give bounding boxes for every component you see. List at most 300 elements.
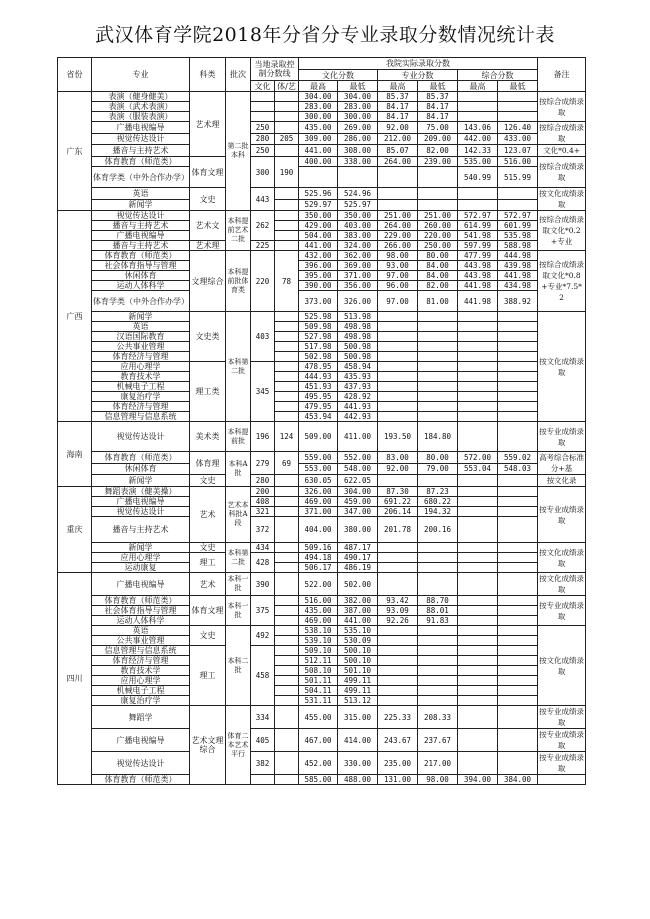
cell-culture-line: 434 xyxy=(251,543,275,553)
cell-category: 理工类 xyxy=(190,362,226,422)
cell-composite-low xyxy=(498,606,538,616)
cell-composite-low xyxy=(498,596,538,606)
cell-culture-low: 490.17 xyxy=(338,553,378,563)
header-lowest: 最低 xyxy=(418,81,458,92)
cell-culture-low: 403.00 xyxy=(338,221,378,231)
cell-major-high: 235.00 xyxy=(378,752,418,775)
cell-sports-art-line xyxy=(275,636,299,646)
cell-composite-low xyxy=(498,666,538,676)
header-highest: 最高 xyxy=(378,81,418,92)
cell-major-low xyxy=(418,475,458,487)
cell-composite-low xyxy=(498,656,538,666)
cell-composite-high xyxy=(458,543,498,553)
cell-major-high xyxy=(378,199,418,211)
cell-major-low: 217.00 xyxy=(418,752,458,775)
cell-composite-low xyxy=(498,312,538,322)
cell-sports-art-line xyxy=(275,475,299,487)
cell-major: 公共事业管理 xyxy=(92,342,190,352)
cell-sports-art-line xyxy=(275,211,299,221)
cell-major-low: 194.32 xyxy=(418,507,458,517)
table-row xyxy=(58,167,586,188)
cell-major-high xyxy=(378,573,418,596)
cell-note: 按综合成绩录取文化*0.8+专业*7.5*2 xyxy=(538,251,586,312)
cell-major: 视觉传达设计 xyxy=(92,422,190,452)
cell-category: 体育文理 xyxy=(190,157,226,188)
table-row xyxy=(58,676,586,686)
table-row xyxy=(58,775,586,785)
table-row xyxy=(58,412,586,422)
cell-composite-high: 614.99 xyxy=(458,221,498,231)
cell-composite-low xyxy=(498,563,538,573)
cell-composite-high xyxy=(458,606,498,616)
table-row xyxy=(58,122,586,134)
cell-composite-low: 444.98 xyxy=(498,251,538,261)
cell-major-low: 75.00 xyxy=(418,122,458,134)
cell-major-high xyxy=(378,372,418,382)
cell-culture-high: 501.11 xyxy=(299,676,338,686)
table-row xyxy=(58,92,586,102)
cell-major: 运动人体科学 xyxy=(92,616,190,626)
cell-sports-art-line xyxy=(275,362,299,372)
table-row xyxy=(58,271,586,281)
cell-composite-low xyxy=(498,352,538,362)
cell-culture-low: 330.00 xyxy=(338,752,378,775)
cell-culture-line: 280 xyxy=(251,475,275,487)
cell-composite-low xyxy=(498,676,538,686)
cell-sports-art-line xyxy=(275,666,299,676)
cell-major: 广播电视编导 xyxy=(92,122,190,134)
cell-category: 艺术理 xyxy=(190,241,226,251)
cell-composite-high xyxy=(458,563,498,573)
cell-major: 新闻学 xyxy=(92,543,190,553)
cell-major: 体育教育（师范类） xyxy=(92,251,190,261)
cell-culture-low: 356.00 xyxy=(338,281,378,291)
cell-major-high: 264.00 xyxy=(378,157,418,167)
cell-composite-high xyxy=(458,342,498,352)
cell-sports-art-line xyxy=(275,487,299,497)
table-row xyxy=(58,497,586,507)
cell-major-high: 83.00 xyxy=(378,452,418,464)
table-row xyxy=(58,251,586,261)
cell-culture-high: 444.93 xyxy=(299,372,338,382)
header-province: 省份 xyxy=(58,58,92,92)
cell-major-low: 88.01 xyxy=(418,606,458,616)
cell-major: 视觉传达设计 xyxy=(92,211,190,221)
cell-sports-art-line xyxy=(275,606,299,616)
table-row xyxy=(58,475,586,487)
table-row xyxy=(58,342,586,352)
cell-batch: 本科提前艺术二批 xyxy=(226,211,251,251)
cell-major-high: 97.00 xyxy=(378,291,418,312)
table-row xyxy=(58,382,586,392)
cell-culture-high: 529.97 xyxy=(299,199,338,211)
header-highest: 最高 xyxy=(299,81,338,92)
table-row xyxy=(58,422,586,452)
cell-composite-high xyxy=(458,112,498,122)
cell-major: 广播电视编导 xyxy=(92,231,190,241)
cell-major-low xyxy=(418,696,458,706)
table-row xyxy=(58,332,586,342)
cell-major-high: 193.50 xyxy=(378,422,418,452)
cell-composite-low xyxy=(498,543,538,553)
cell-note: 按综合成绩录取 xyxy=(538,92,586,122)
cell-culture-high: 371.00 xyxy=(299,507,338,517)
table-row xyxy=(58,487,586,497)
cell-culture-high: 429.00 xyxy=(299,221,338,231)
table-row xyxy=(58,402,586,412)
cell-culture-line: 334 xyxy=(251,706,275,729)
cell-composite-low xyxy=(498,188,538,200)
cell-note: 高考综合标准分+基 xyxy=(539,453,585,473)
table-row xyxy=(58,372,586,382)
cell-composite-high xyxy=(458,199,498,211)
cell-major: 教育技术学 xyxy=(92,666,190,676)
cell-composite-high: 143.06 xyxy=(458,122,498,134)
cell-culture-high: 479.95 xyxy=(299,402,338,412)
cell-major-high: 96.00 xyxy=(378,281,418,291)
cell-culture-high: 506.17 xyxy=(299,563,338,573)
cell-culture-high: 452.00 xyxy=(299,752,338,775)
cell-major: 机械电子工程 xyxy=(92,686,190,696)
cell-culture-high: 395.00 xyxy=(299,271,338,281)
cell-composite-high xyxy=(458,322,498,332)
cell-category: 文史 xyxy=(190,543,226,553)
cell-category: 文理综合 xyxy=(190,251,226,312)
cell-category: 艺术 xyxy=(190,487,226,543)
cell-composite-low xyxy=(498,92,538,102)
cell-major-high xyxy=(378,402,418,412)
cell-culture-high: 435.00 xyxy=(299,122,338,134)
cell-note: 按文化成绩录取 xyxy=(539,189,585,209)
cell-major-high: 201.78 xyxy=(378,517,418,543)
cell-category: 文史类 xyxy=(190,312,226,362)
cell-major: 体育经济与管理 xyxy=(92,402,190,412)
cell-major-low: 81.00 xyxy=(418,291,458,312)
cell-major: 信息管理与信息系统 xyxy=(92,412,190,422)
cell-culture-high: 451.93 xyxy=(299,382,338,392)
cell-composite-high xyxy=(458,402,498,412)
cell-province: 海南 xyxy=(58,422,92,487)
cell-major-high: 264.00 xyxy=(378,221,418,231)
cell-composite-high xyxy=(458,392,498,402)
cell-composite-high: 443.98 xyxy=(458,261,498,271)
cell-sports-art-line xyxy=(275,342,299,352)
cell-major-high: 93.42 xyxy=(378,596,418,606)
cell-note: 按综合成绩录取 xyxy=(538,157,586,188)
table-row xyxy=(58,656,586,666)
cell-sports-art-line xyxy=(275,752,299,775)
cell-culture-low: 525.97 xyxy=(338,199,378,211)
cell-culture-low: 382.00 xyxy=(338,596,378,606)
cell-culture-line xyxy=(251,102,275,112)
table-row xyxy=(58,291,586,312)
table-row xyxy=(58,706,586,729)
cell-culture-low: 458.94 xyxy=(338,362,378,372)
cell-composite-high xyxy=(458,646,498,656)
cell-major-low xyxy=(418,382,458,392)
cell-major-high xyxy=(378,636,418,646)
table-row xyxy=(58,636,586,646)
cell-sports-art-line xyxy=(275,412,299,422)
cell-culture-high: 441.00 xyxy=(299,145,338,157)
cell-sports-art-line xyxy=(275,199,299,211)
cell-composite-low xyxy=(498,422,538,452)
cell-sports-art-line xyxy=(275,775,299,785)
cell-major-low: 220.00 xyxy=(418,231,458,241)
cell-note: 按专业成绩录取 xyxy=(539,753,585,773)
cell-culture-low: 513.98 xyxy=(338,312,378,322)
cell-major-low: 84.00 xyxy=(418,261,458,271)
cell-major-low xyxy=(418,167,458,188)
cell-major: 表演（服装表演） xyxy=(92,112,190,122)
cell-major: 运动人体科学 xyxy=(92,281,190,291)
cell-major-high xyxy=(378,696,418,706)
cell-sports-art-line xyxy=(275,729,299,752)
cell-major-high: 85.37 xyxy=(378,92,418,102)
cell-major-high: 229.00 xyxy=(378,231,418,241)
cell-sports-art-line xyxy=(275,676,299,686)
cell-sports-art-line xyxy=(275,322,299,332)
cell-culture-low: 362.00 xyxy=(338,251,378,261)
cell-note: 按文化录 xyxy=(538,475,586,487)
cell-major: 新闻学 xyxy=(92,312,190,322)
cell-major-low xyxy=(418,392,458,402)
cell-sports-art-line xyxy=(275,241,299,251)
cell-note: 文化*0.4+ xyxy=(538,145,586,157)
table-row xyxy=(58,211,586,221)
table-row xyxy=(58,696,586,706)
cell-culture-line: 428 xyxy=(251,553,275,573)
cell-composite-low: 434.98 xyxy=(498,281,538,291)
cell-culture-low: 324.00 xyxy=(338,241,378,251)
cell-major-high xyxy=(378,382,418,392)
cell-major-high: 691.22 xyxy=(378,497,418,507)
cell-category: 美术类 xyxy=(190,422,226,452)
cell-major: 体育经济与管理 xyxy=(92,352,190,362)
cell-note: 按文化成绩录取 xyxy=(538,312,586,422)
cell-composite-high xyxy=(458,412,498,422)
cell-composite-low xyxy=(498,696,538,706)
cell-composite-high xyxy=(458,676,498,686)
cell-culture-low: 283.00 xyxy=(338,102,378,112)
cell-sports-art-line xyxy=(275,145,299,157)
cell-culture-high: 300.00 xyxy=(299,112,338,122)
cell-culture-low: 304.00 xyxy=(338,487,378,497)
table-row xyxy=(58,241,586,251)
cell-composite-low: 433.00 xyxy=(498,133,538,145)
cell-culture-low: 500.98 xyxy=(338,352,378,362)
table-row xyxy=(58,626,586,636)
table-row xyxy=(58,752,586,775)
cell-major-low: 87.23 xyxy=(418,487,458,497)
cell-major-low xyxy=(418,188,458,200)
cell-major-high xyxy=(378,666,418,676)
cell-culture-high: 516.00 xyxy=(299,596,338,606)
cell-major-low xyxy=(418,636,458,646)
cell-major: 广播电视编导 xyxy=(92,573,190,596)
cell-batch: 本科一批 xyxy=(226,573,251,596)
cell-major-high: 93.09 xyxy=(378,606,418,616)
cell-major-high xyxy=(378,167,418,188)
cell-sports-art-line: 69 xyxy=(275,452,299,475)
table-row xyxy=(58,261,586,271)
header-category: 科类 xyxy=(190,58,226,92)
cell-culture-high: 508.10 xyxy=(299,666,338,676)
cell-composite-low xyxy=(498,616,538,626)
cell-major: 广播电视编导 xyxy=(92,497,190,507)
cell-major: 公共事业管理 xyxy=(92,636,190,646)
cell-composite-low xyxy=(498,322,538,332)
cell-culture-low: 498.98 xyxy=(338,322,378,332)
cell-composite-low xyxy=(498,517,538,543)
cell-sports-art-line: 190 xyxy=(275,157,299,188)
cell-composite-high xyxy=(458,382,498,392)
cell-major-low: 680.22 xyxy=(418,497,458,507)
cell-category: 艺术 xyxy=(190,573,226,596)
cell-major: 体育教育（师范类） xyxy=(92,157,190,167)
admission-score-table xyxy=(57,57,586,785)
table-row xyxy=(58,362,586,372)
cell-culture-low: 338.00 xyxy=(338,157,378,167)
cell-major: 运动康复 xyxy=(92,563,190,573)
cell-composite-high xyxy=(458,362,498,372)
cell-culture-low: 326.00 xyxy=(338,291,378,312)
cell-composite-high: 553.04 xyxy=(458,463,498,475)
cell-culture-high: 478.95 xyxy=(299,362,338,372)
cell-major-high: 84.17 xyxy=(378,102,418,112)
cell-major-low: 82.00 xyxy=(418,281,458,291)
cell-culture-low: 437.93 xyxy=(338,382,378,392)
cell-sports-art-line xyxy=(275,231,299,241)
cell-major-low: 79.00 xyxy=(418,463,458,475)
cell-composite-low xyxy=(498,102,538,112)
table-row xyxy=(58,112,586,122)
cell-culture-high: 531.11 xyxy=(299,696,338,706)
cell-composite-low xyxy=(498,412,538,422)
header-lowest: 最低 xyxy=(338,81,378,92)
cell-major-high xyxy=(378,543,418,553)
header-major: 专业 xyxy=(92,58,190,92)
cell-culture-line: 443 xyxy=(251,188,275,211)
cell-major-low xyxy=(418,412,458,422)
cell-batch: 本科提前批 xyxy=(226,422,251,452)
cell-composite-high: 572.00 xyxy=(458,452,498,464)
cell-major-high xyxy=(378,352,418,362)
cell-category: 文史 xyxy=(190,475,226,487)
cell-culture-low: 488.00 xyxy=(338,775,378,785)
table-row xyxy=(58,666,586,676)
table-row xyxy=(58,157,586,167)
cell-sports-art-line xyxy=(275,517,299,543)
cell-composite-high: 441.98 xyxy=(458,281,498,291)
cell-major-high xyxy=(378,656,418,666)
cell-culture-high: 373.00 xyxy=(299,291,338,312)
cell-composite-high: 597.99 xyxy=(458,241,498,251)
cell-sports-art-line xyxy=(275,543,299,553)
cell-category: 理工 xyxy=(190,553,226,573)
cell-culture-high: 304.00 xyxy=(299,92,338,102)
cell-major-high: 131.00 xyxy=(378,775,418,785)
table-row xyxy=(58,221,586,231)
table-row xyxy=(58,616,586,626)
cell-culture-low: 435.93 xyxy=(338,372,378,382)
cell-culture-line: 321 xyxy=(251,507,275,517)
cell-composite-low: 388.92 xyxy=(498,291,538,312)
cell-major: 表演（武术表演） xyxy=(92,102,190,112)
cell-major: 体育教育（师范类） xyxy=(92,775,190,785)
cell-culture-high: 509.00 xyxy=(299,422,338,452)
cell-composite-high xyxy=(458,475,498,487)
cell-major: 新闻学 xyxy=(92,475,190,487)
cell-composite-low xyxy=(498,199,538,211)
cell-sports-art-line xyxy=(275,392,299,402)
cell-culture-low: 535.10 xyxy=(338,626,378,636)
cell-major: 社会体育指导与管理 xyxy=(92,606,190,616)
cell-major: 休闲体育 xyxy=(92,463,190,475)
cell-note: 按专业成绩录取 xyxy=(538,422,586,452)
cell-major-high: 266.00 xyxy=(378,241,418,251)
cell-composite-low: 384.00 xyxy=(498,775,538,785)
cell-composite-high xyxy=(458,752,498,775)
cell-batch: 本科A批 xyxy=(226,452,251,487)
cell-major-high: 92.00 xyxy=(378,463,418,475)
cell-culture-high: 504.11 xyxy=(299,686,338,696)
cell-culture-low: 315.00 xyxy=(338,706,378,729)
cell-culture-high: 350.00 xyxy=(299,211,338,221)
header-note: 备注 xyxy=(538,58,586,92)
cell-composite-low xyxy=(498,573,538,596)
cell-composite-low xyxy=(498,686,538,696)
cell-major-low: 80.00 xyxy=(418,251,458,261)
cell-composite-low xyxy=(498,372,538,382)
cell-composite-low xyxy=(498,752,538,775)
cell-major: 舞蹈表演（健美操） xyxy=(92,487,190,497)
cell-culture-line: 225 xyxy=(251,241,275,251)
cell-composite-high xyxy=(458,729,498,752)
cell-culture-high: 435.00 xyxy=(299,606,338,616)
table-row xyxy=(58,729,586,752)
cell-sports-art-line xyxy=(275,382,299,392)
cell-culture-high: 494.18 xyxy=(299,553,338,563)
cell-sports-art-line xyxy=(275,507,299,517)
cell-culture-high: 585.00 xyxy=(299,775,338,785)
cell-composite-high xyxy=(458,487,498,497)
cell-major: 休闲体育 xyxy=(92,271,190,281)
cell-composite-low xyxy=(498,392,538,402)
cell-major-low xyxy=(418,543,458,553)
cell-batch: 艺术本科批A段 xyxy=(226,487,251,543)
cell-sports-art-line xyxy=(275,616,299,626)
cell-culture-line: 279 xyxy=(251,452,275,475)
cell-category: 体育理 xyxy=(190,452,226,475)
table-row xyxy=(58,543,586,553)
cell-major-low xyxy=(418,312,458,322)
table-row xyxy=(58,352,586,362)
cell-major-high: 85.07 xyxy=(378,145,418,157)
header-lowest: 最低 xyxy=(498,81,538,92)
cell-culture-low: 350.00 xyxy=(338,211,378,221)
cell-composite-high xyxy=(458,706,498,729)
cell-major-low xyxy=(418,626,458,636)
cell-culture-line: 262 xyxy=(251,211,275,241)
cell-major-high xyxy=(378,322,418,332)
cell-major-low xyxy=(418,563,458,573)
cell-composite-high: 142.33 xyxy=(458,145,498,157)
cell-culture-high: 469.00 xyxy=(299,497,338,507)
cell-major-low xyxy=(418,553,458,563)
cell-province: 广西 xyxy=(58,211,92,422)
cell-major-high: 225.33 xyxy=(378,706,418,729)
